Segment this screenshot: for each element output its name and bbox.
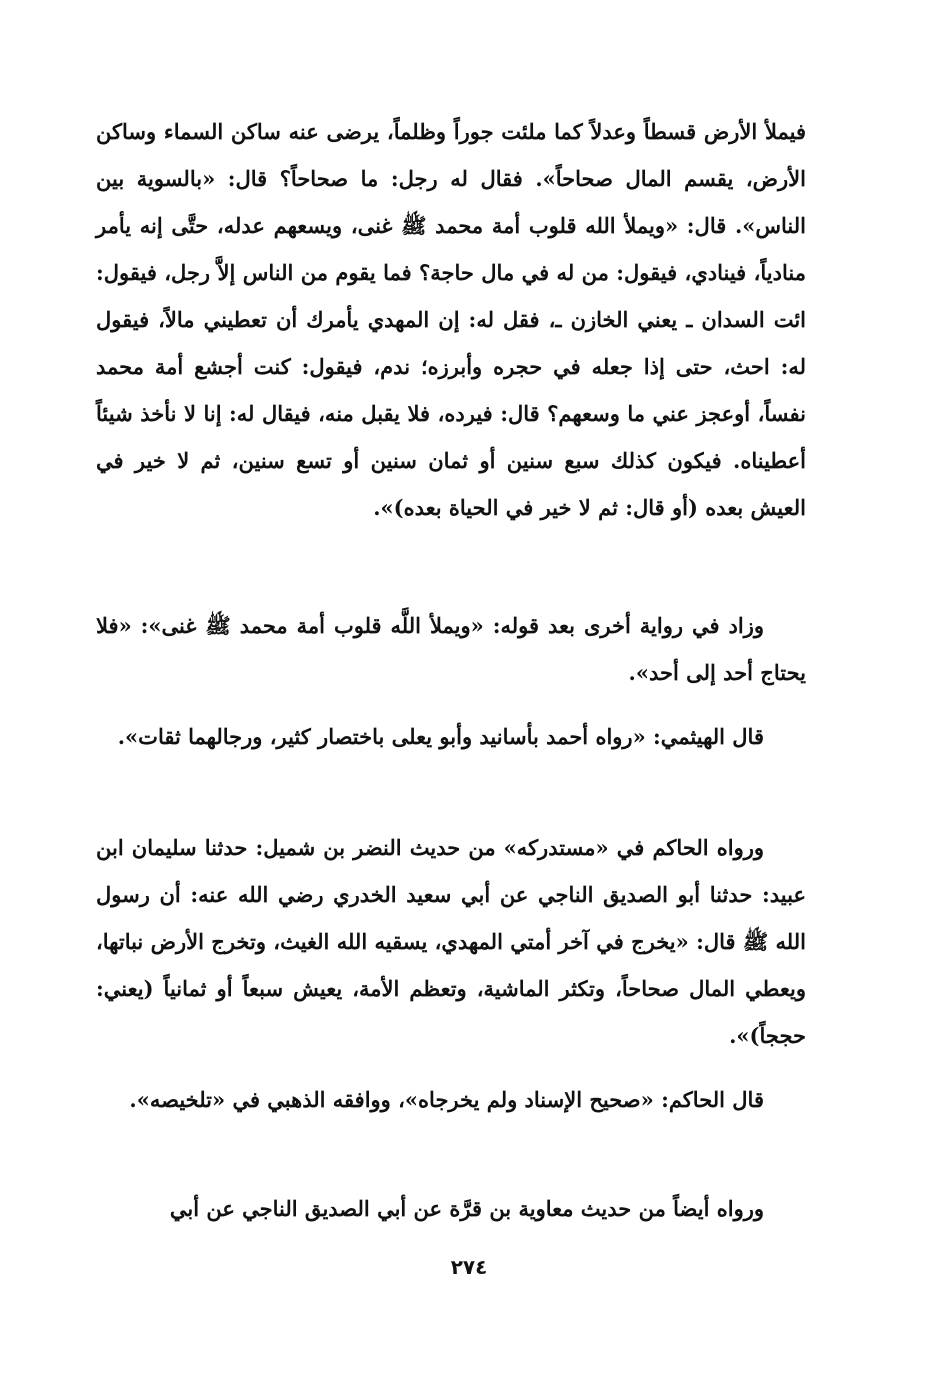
paragraph-further-narration — [96, 1185, 806, 1232]
paragraph-text: قال الحاكم: «صحيح الإسناد ولم يخرجاه»، ووافقه الذهبي في «تلخيصه». — [129, 1087, 764, 1112]
paragraph-additional-narration — [96, 602, 806, 696]
paragraph-text: ورواه الحاكم في «مستدركه» من حديث النضر بن شميل: حدثنا سليمان ابن عبيد: حدثنا أبو الصديق الناجي عن أبي سعيد الخدري رضي الله عنه: أن رسول الله ﷺ قال: «يخرج في آخر أمتي المهدي، يسقيه الله الغيث، وتخرج الأرض نباتها، ويعطي المال صحاحاً، وتكثر الماشية، وتعظم الأمة، يعيش سبعاً أو ثمانياً (يعني: حججاً)». — [96, 835, 806, 1048]
paragraph-hakim-narration — [96, 824, 806, 1059]
paragraph-text: فيملأ الأرض قسطاً وعدلاً كما ملئت جوراً وظلماً، يرضى عنه ساكن السماء وساكن الأرض، يقسم المال صحاحاً». فقال له رجل: ما صحاحاً؟ قال: «بالسوية بين الناس». قال: «ويملأ الله قلوب أمة محمد ﷺ غنى، ويسعهم عدله، حتَّى إنه يأمر منادياً، فينادي، فيقول: من له في مال حاجة؟ فما يقوم من الناس إلاَّ رجل، فيقول: ائت السدان ـ يعني الخازن ـ، فقل له: إن المهدي يأمرك أن تعطيني مالاً، فيقول له: احث، حتى إذا جعله في حجره وأبرزه؛ ندم، فيقول: كنت أجشع أمة محمد نفساً، أوعجز عني ما وسعهم؟ قال: فيرده، فلا يقبل منه، فيقال له: إنا لا نأخذ شيئاً أعطيناه. فيكون كذلك سبع سنين أو ثمان سنين أو تسع سنين، ثم لا خير في العيش بعده (أو قال: ثم لا خير في الحياة بعده)». — [96, 119, 806, 520]
paragraph-haythami-comment — [96, 713, 806, 760]
paragraph-text: ورواه أيضاً من حديث معاوية بن قرَّة عن أبي الصديق الناجي عن أبي — [169, 1196, 764, 1221]
page-number: ٢٧٤ — [450, 1255, 488, 1279]
paragraph-hakim-grading — [96, 1076, 806, 1123]
paragraph-mahdi-hadith — [96, 108, 806, 531]
paragraph-text: قال الهيثمي: «رواه أحمد بأسانيد وأبو يعلى باختصار كثير، ورجالهما ثقات». — [117, 724, 764, 749]
paragraph-text: وزاد في رواية أخرى بعد قوله: «ويملأ اللَّه قلوب أمة محمد ﷺ غنى»: «فلا يحتاج أحد إلى أحد». — [96, 613, 806, 685]
